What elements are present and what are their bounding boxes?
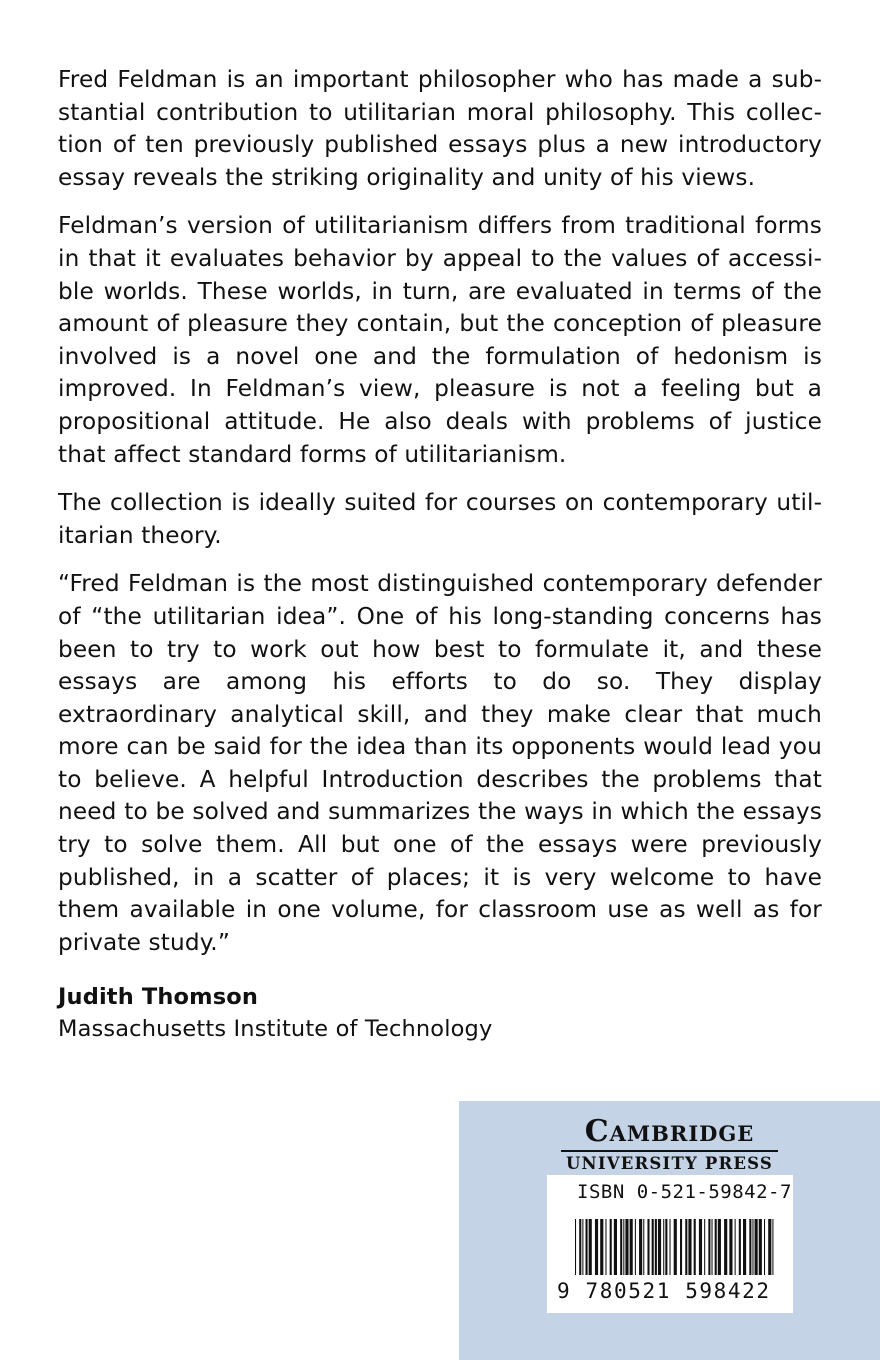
publisher-name: Cambridge bbox=[584, 1114, 755, 1149]
barcode-bar bbox=[688, 1219, 691, 1275]
endorser-institution: Massachusetts Institute of Technology bbox=[58, 1016, 493, 1043]
barcode-digits: 9 780521 598422 bbox=[557, 1279, 771, 1303]
barcode-bar bbox=[665, 1219, 667, 1275]
barcode-bar bbox=[743, 1219, 746, 1275]
isbn-label: ISBN 0-521-59842-7 bbox=[577, 1181, 792, 1203]
barcode-bar bbox=[715, 1219, 717, 1275]
barcode-bar bbox=[755, 1219, 758, 1275]
barcode-bar bbox=[735, 1219, 736, 1275]
barcode-bar bbox=[699, 1219, 702, 1275]
barcode-bar bbox=[589, 1219, 592, 1275]
barcode-bar bbox=[605, 1219, 606, 1275]
barcode-bar bbox=[759, 1219, 762, 1275]
publisher-logo bbox=[561, 1115, 778, 1174]
barcode-bar bbox=[595, 1219, 598, 1275]
blurb-paragraph-3: The collection is ideally suited for courses on contemporary utilitarian theory. bbox=[58, 489, 822, 549]
barcode-bar bbox=[658, 1219, 661, 1275]
barcode-bar bbox=[575, 1219, 576, 1275]
barcode-bar bbox=[674, 1219, 677, 1275]
blurb-paragraph-1: Fred Feldman is an important philosopher who has made a substantial contribution to utilitarian moral philosophy. This collection of ten previously published essays plus a new introductory essay reveals the striking originality and unity of his views. bbox=[58, 66, 822, 191]
barcode-bar bbox=[708, 1219, 710, 1275]
barcode-bar bbox=[749, 1219, 751, 1275]
back-cover-text bbox=[58, 64, 822, 1045]
endorsement-quote: “Fred Feldman is the most distinguished contemporary defender of “the utilitarian idea”. One of his long-standing concerns has been to try to work out how best to formulate it, and these essays are among his efforts to do so. They display extraordinary analytical skill, and they make clear that much more can be said for the idea than its opponents would lead you to believe. A helpful Introduction describes the problems that need to be solved and summarizes the ways in which the essays try to solve them. All but one of the essays were previously published, in a scatter of places; it is very welcome to have them available in one volume, for classroom use as well as for private study.” bbox=[58, 570, 822, 956]
barcode-bar bbox=[739, 1219, 741, 1275]
publisher-press: UNIVERSITY PRESS bbox=[565, 1154, 774, 1173]
endorsement-attribution bbox=[58, 981, 822, 1045]
barcode-bars bbox=[575, 1219, 775, 1275]
barcode-bar bbox=[639, 1219, 642, 1275]
barcode-bar bbox=[625, 1219, 628, 1275]
barcode-bar bbox=[663, 1219, 664, 1275]
barcode-bar bbox=[647, 1219, 649, 1275]
barcode-bar bbox=[768, 1219, 771, 1275]
barcode-bar bbox=[623, 1219, 624, 1275]
barcode-bar bbox=[764, 1219, 765, 1275]
barcode-bar bbox=[729, 1219, 732, 1275]
barcode-bar bbox=[586, 1219, 588, 1275]
endorser-name: Judith Thomson bbox=[58, 984, 259, 1011]
barcode-bar bbox=[724, 1219, 727, 1275]
barcode-bar bbox=[635, 1219, 636, 1275]
barcode-bar bbox=[600, 1219, 603, 1275]
barcode-bar bbox=[610, 1219, 612, 1275]
barcode-panel bbox=[547, 1175, 793, 1313]
barcode-bar bbox=[670, 1219, 671, 1275]
barcode-bar bbox=[772, 1219, 773, 1275]
barcode-bar bbox=[582, 1219, 583, 1275]
barcode-bar bbox=[643, 1219, 644, 1275]
barcode-bar bbox=[579, 1219, 581, 1275]
barcode-bar bbox=[752, 1219, 753, 1275]
barcode-bar bbox=[712, 1219, 713, 1275]
barcode-bar bbox=[694, 1219, 696, 1275]
barcode-bar bbox=[620, 1219, 622, 1275]
barcode-bar bbox=[630, 1219, 633, 1275]
barcode-bar bbox=[704, 1219, 705, 1275]
blurb-paragraph-2: Feldman’s version of utilitarianism differs from traditional forms in that it evaluates behavior by appeal to the values of accessible worlds. These worlds, in turn, are evaluated in terms of the amount of pleasure they contain, but the conception of pleasure involved is a novel one and the formulation of hedonism is improved. In Feldman’s view, pleasure is not a feeling but a propositional attitude. He also deals with problems of justice that affect standard forms of utilitarianism. bbox=[58, 212, 822, 468]
publisher-rule bbox=[561, 1150, 778, 1152]
barcode-bar bbox=[614, 1219, 617, 1275]
barcode-bar bbox=[655, 1219, 657, 1275]
barcode-bar bbox=[680, 1219, 682, 1275]
barcode-bar bbox=[652, 1219, 654, 1275]
barcode-bar bbox=[685, 1219, 687, 1275]
barcode-bar bbox=[718, 1219, 721, 1275]
publisher-panel bbox=[459, 1101, 880, 1360]
